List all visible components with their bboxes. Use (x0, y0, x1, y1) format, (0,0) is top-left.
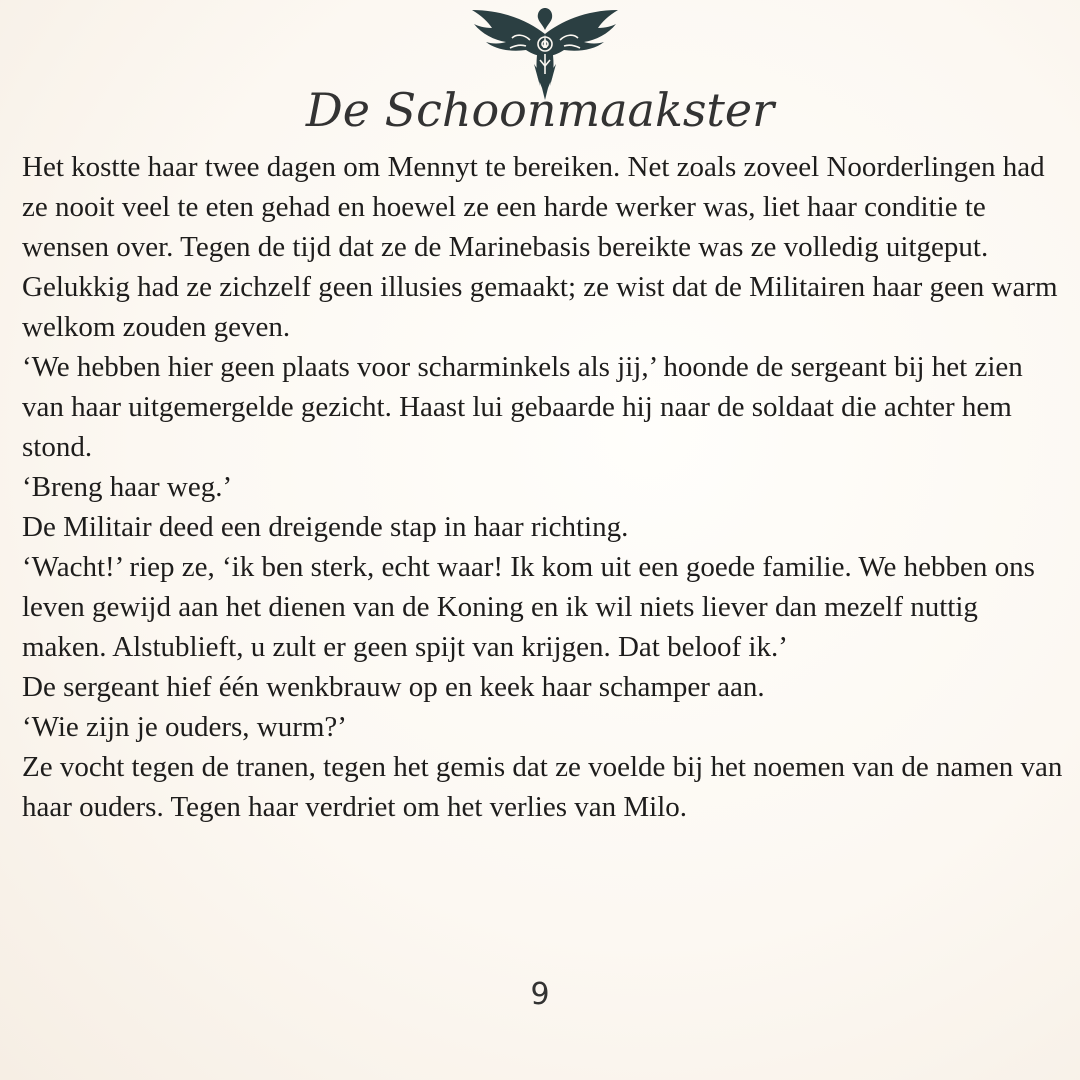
book-title: De Schoonmaakster (305, 83, 775, 137)
page-number: 9 (530, 977, 550, 1012)
paragraph: Gelukkig had ze zichzelf geen illusies gemaakt; ze wist dat de Militairen haar geen warm welkom zouden geven. (22, 271, 1058, 343)
paragraph: De sergeant hief één wenkbrauw op en keek haar schamper aan. (22, 671, 765, 703)
paragraph: ‘We hebben hier geen plaats voor scharminkels als jij,’ hoonde de sergeant bij het zien van haar uitgemergelde gezicht. Haast lui gebaarde hij naar de soldaat die achter hem stond. (22, 351, 1023, 463)
page-text (22, 147, 1066, 827)
paragraph: ‘Breng haar weg.’ (22, 471, 233, 503)
paragraph: Ze vocht tegen de tranen, tegen het gemis dat ze voelde bij het noemen van de namen van haar ouders. Tegen haar verdriet om het verlies van Milo. (22, 751, 1063, 823)
paragraph: Het kostte haar twee dagen om Mennyt te bereiken. Net zoals zoveel Noorderlingen had ze nooit veel te eten gehad en hoewel ze een harde werker was, liet haar conditie te wensen over. Tegen de tijd dat ze de Marinebasis bereikte was ze volledig uitgeput. (22, 151, 1045, 263)
paragraph: ‘Wie zijn je ouders, wurm?’ (22, 711, 347, 743)
paragraph: ‘Wacht!’ riep ze, ‘ik ben sterk, echt waar! Ik kom uit een goede familie. We hebben ons leven gewijd aan het dienen van de Koning en ik wil niets liever dan mezelf nuttig maken. Alstublieft, u zult er geen spijt van krijgen. Dat beloof ik.’ (22, 551, 1035, 663)
paragraph: De Militair deed een dreigende stap in haar richting. (22, 511, 629, 543)
